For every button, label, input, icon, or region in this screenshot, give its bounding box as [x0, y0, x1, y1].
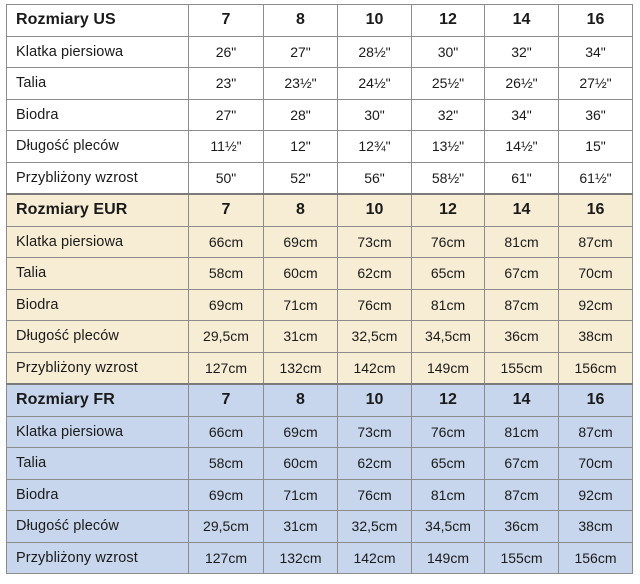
- size-header: 12: [412, 5, 485, 37]
- measurement-cell: 32,5cm: [338, 511, 412, 543]
- row-label: Przybliżony wzrost: [7, 162, 189, 194]
- table-row: [7, 511, 633, 543]
- measurement-cell: 76cm: [338, 289, 412, 321]
- section-fr: [7, 384, 633, 574]
- table-row: [7, 36, 633, 68]
- measurement-cell: 58cm: [189, 448, 264, 480]
- section-title: Rozmiary EUR: [7, 194, 189, 226]
- measurement-cell: 155cm: [485, 352, 559, 384]
- size-header: 8: [264, 384, 338, 416]
- measurement-cell: 29,5cm: [189, 511, 264, 543]
- measurement-cell: 156cm: [559, 352, 633, 384]
- table-row: [7, 131, 633, 163]
- section-title: Rozmiary US: [7, 5, 189, 37]
- measurement-cell: 36": [559, 99, 633, 131]
- measurement-cell: 92cm: [559, 289, 633, 321]
- measurement-cell: 12¾": [338, 131, 412, 163]
- measurement-cell: 127cm: [189, 352, 264, 384]
- row-label: Przybliżony wzrost: [7, 352, 189, 384]
- measurement-cell: 65cm: [412, 258, 485, 290]
- measurement-cell: 34,5cm: [412, 511, 485, 543]
- measurement-cell: 69cm: [264, 226, 338, 258]
- measurement-cell: 38cm: [559, 321, 633, 353]
- measurement-cell: 38cm: [559, 511, 633, 543]
- measurement-cell: 30": [338, 99, 412, 131]
- row-label: Klatka piersiowa: [7, 416, 189, 448]
- table-row: [7, 99, 633, 131]
- size-header: 12: [412, 194, 485, 226]
- measurement-cell: 66cm: [189, 226, 264, 258]
- section-eur: [7, 194, 633, 384]
- measurement-cell: 60cm: [264, 448, 338, 480]
- section-header-row: [7, 194, 633, 226]
- measurement-cell: 127cm: [189, 542, 264, 574]
- measurement-cell: 27": [189, 99, 264, 131]
- table-row: [7, 258, 633, 290]
- measurement-cell: 70cm: [559, 258, 633, 290]
- size-header: 16: [559, 194, 633, 226]
- size-header: 10: [338, 5, 412, 37]
- measurement-cell: 31cm: [264, 321, 338, 353]
- measurement-cell: 81cm: [485, 416, 559, 448]
- row-label: Biodra: [7, 289, 189, 321]
- measurement-cell: 60cm: [264, 258, 338, 290]
- measurement-cell: 149cm: [412, 352, 485, 384]
- size-header: 16: [559, 5, 633, 37]
- measurement-cell: 76cm: [412, 416, 485, 448]
- size-header: 8: [264, 194, 338, 226]
- measurement-cell: 69cm: [264, 416, 338, 448]
- measurement-cell: 65cm: [412, 448, 485, 480]
- size-header: 14: [485, 384, 559, 416]
- row-label: Klatka piersiowa: [7, 226, 189, 258]
- measurement-cell: 56": [338, 162, 412, 194]
- measurement-cell: 58cm: [189, 258, 264, 290]
- row-label: Długość pleców: [7, 511, 189, 543]
- table-row: [7, 542, 633, 574]
- measurement-cell: 132cm: [264, 542, 338, 574]
- measurement-cell: 58½": [412, 162, 485, 194]
- measurement-cell: 61": [485, 162, 559, 194]
- measurement-cell: 24½": [338, 68, 412, 100]
- measurement-cell: 67cm: [485, 258, 559, 290]
- measurement-cell: 62cm: [338, 448, 412, 480]
- measurement-cell: 36cm: [485, 511, 559, 543]
- row-label: Talia: [7, 448, 189, 480]
- size-header: 10: [338, 384, 412, 416]
- size-header: 16: [559, 384, 633, 416]
- measurement-cell: 28": [264, 99, 338, 131]
- measurement-cell: 34": [559, 36, 633, 68]
- measurement-cell: 34,5cm: [412, 321, 485, 353]
- measurement-cell: 12": [264, 131, 338, 163]
- measurement-cell: 71cm: [264, 479, 338, 511]
- measurement-cell: 73cm: [338, 416, 412, 448]
- measurement-cell: 32,5cm: [338, 321, 412, 353]
- measurement-cell: 76cm: [338, 479, 412, 511]
- size-header: 12: [412, 384, 485, 416]
- measurement-cell: 27½": [559, 68, 633, 100]
- row-label: Długość pleców: [7, 321, 189, 353]
- measurement-cell: 156cm: [559, 542, 633, 574]
- measurement-cell: 87cm: [559, 226, 633, 258]
- row-label: Biodra: [7, 479, 189, 511]
- measurement-cell: 87cm: [559, 416, 633, 448]
- size-header: 14: [485, 194, 559, 226]
- measurement-cell: 50": [189, 162, 264, 194]
- measurement-cell: 132cm: [264, 352, 338, 384]
- row-label: Biodra: [7, 99, 189, 131]
- row-label: Długość pleców: [7, 131, 189, 163]
- measurement-cell: 61½": [559, 162, 633, 194]
- table-row: [7, 321, 633, 353]
- measurement-cell: 29,5cm: [189, 321, 264, 353]
- size-header: 14: [485, 5, 559, 37]
- measurement-cell: 142cm: [338, 542, 412, 574]
- measurement-cell: 81cm: [485, 226, 559, 258]
- size-header: 10: [338, 194, 412, 226]
- measurement-cell: 69cm: [189, 289, 264, 321]
- table-row: [7, 289, 633, 321]
- size-header: 7: [189, 194, 264, 226]
- measurement-cell: 67cm: [485, 448, 559, 480]
- measurement-cell: 23": [189, 68, 264, 100]
- section-header-row: [7, 5, 633, 37]
- table-row: [7, 162, 633, 194]
- table-row: [7, 226, 633, 258]
- section-us: [7, 5, 633, 195]
- measurement-cell: 71cm: [264, 289, 338, 321]
- measurement-cell: 52": [264, 162, 338, 194]
- row-label: Talia: [7, 258, 189, 290]
- size-header: 8: [264, 5, 338, 37]
- measurement-cell: 87cm: [485, 289, 559, 321]
- measurement-cell: 69cm: [189, 479, 264, 511]
- measurement-cell: 26½": [485, 68, 559, 100]
- section-header-row: [7, 384, 633, 416]
- measurement-cell: 15": [559, 131, 633, 163]
- measurement-cell: 155cm: [485, 542, 559, 574]
- row-label: Przybliżony wzrost: [7, 542, 189, 574]
- measurement-cell: 27": [264, 36, 338, 68]
- measurement-cell: 11½": [189, 131, 264, 163]
- table-row: [7, 352, 633, 384]
- measurement-cell: 92cm: [559, 479, 633, 511]
- measurement-cell: 30": [412, 36, 485, 68]
- row-label: Talia: [7, 68, 189, 100]
- measurement-cell: 76cm: [412, 226, 485, 258]
- measurement-cell: 13½": [412, 131, 485, 163]
- measurement-cell: 81cm: [412, 289, 485, 321]
- measurement-cell: 36cm: [485, 321, 559, 353]
- measurement-cell: 26": [189, 36, 264, 68]
- measurement-cell: 62cm: [338, 258, 412, 290]
- measurement-cell: 149cm: [412, 542, 485, 574]
- measurement-cell: 66cm: [189, 416, 264, 448]
- measurement-cell: 32": [485, 36, 559, 68]
- measurement-cell: 81cm: [412, 479, 485, 511]
- measurement-cell: 14½": [485, 131, 559, 163]
- measurement-cell: 31cm: [264, 511, 338, 543]
- table-row: [7, 416, 633, 448]
- table-row: [7, 68, 633, 100]
- measurement-cell: 25½": [412, 68, 485, 100]
- measurement-cell: 87cm: [485, 479, 559, 511]
- measurement-cell: 34": [485, 99, 559, 131]
- measurement-cell: 73cm: [338, 226, 412, 258]
- row-label: Klatka piersiowa: [7, 36, 189, 68]
- section-title: Rozmiary FR: [7, 384, 189, 416]
- size-header: 7: [189, 384, 264, 416]
- size-table: [6, 4, 633, 574]
- table-row: [7, 479, 633, 511]
- size-header: 7: [189, 5, 264, 37]
- measurement-cell: 32": [412, 99, 485, 131]
- table-row: [7, 448, 633, 480]
- measurement-cell: 142cm: [338, 352, 412, 384]
- measurement-cell: 28½": [338, 36, 412, 68]
- measurement-cell: 23½": [264, 68, 338, 100]
- measurement-cell: 70cm: [559, 448, 633, 480]
